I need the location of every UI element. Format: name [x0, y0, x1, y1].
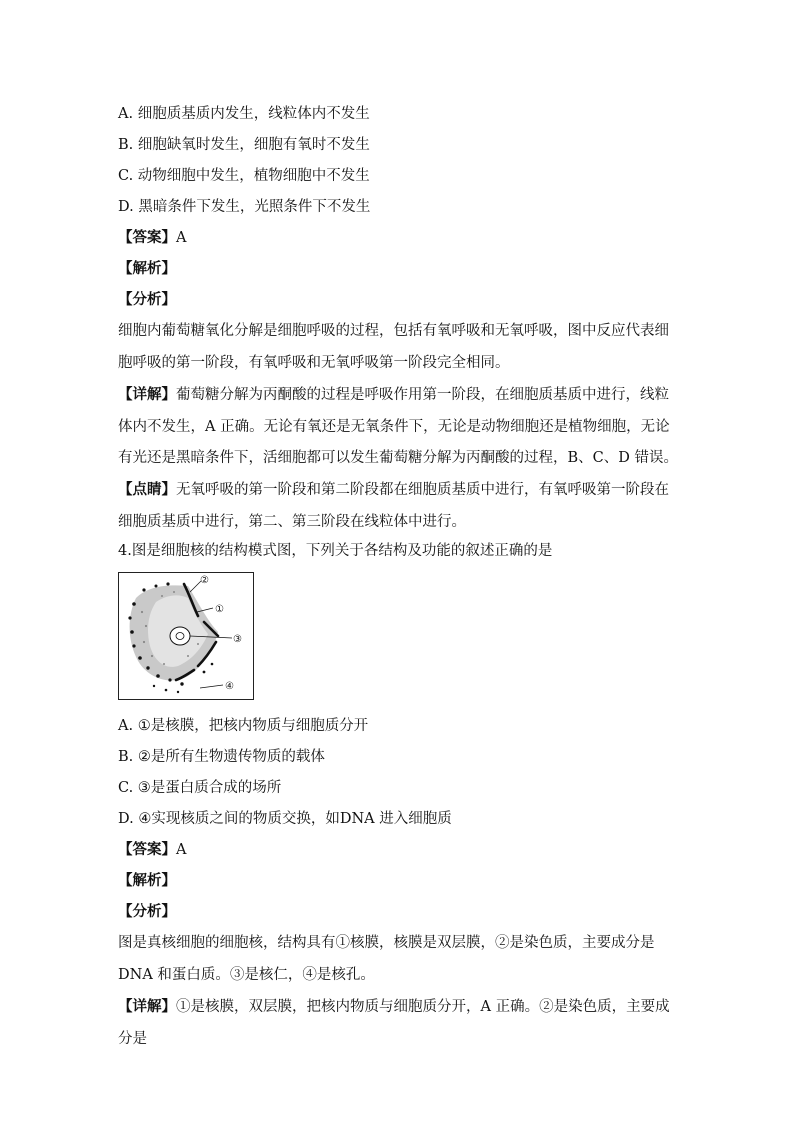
answer-value: A [176, 230, 187, 246]
q3-fenxi-text: 细胞内葡萄糖氧化分解是细胞呼吸的过程，包括有氧呼吸和无氧呼吸，图中反应代表细胞呼吸的第一阶段，有氧呼吸和无氧呼吸第一阶段完全相同。 [118, 323, 669, 371]
q4-detail [118, 991, 680, 1055]
answer-tag: 【答案】 [118, 841, 176, 858]
nucleus-diagram-svg [118, 572, 254, 700]
label-1: ① [215, 604, 224, 615]
nucleus-diagram [118, 572, 254, 700]
detail-text: 葡萄糖分解为丙酮酸的过程是呼吸作用第一阶段，在细胞质基质中进行，线粒体内不发生，A 正确。无论有氧还是无氧条件下，无论是动物细胞还是植物细胞，无论有光还是黑暗条件下，活细胞都可以发生葡萄糖分解为丙酮酸的过程，B、C、D 错误。 [118, 387, 678, 466]
q4-stem: 4.图是细胞核的结构模式图，下列关于各结构及功能的叙述正确的是 [118, 543, 553, 559]
q3-answer [118, 228, 186, 248]
detail-text: ①是核膜，双层膜，把核内物质与细胞质分开，A 正确。②是染色质，主要成分是 [118, 999, 670, 1047]
detail-tag: 【详解】 [118, 998, 176, 1015]
q4-option-d: D. ④实现核质之间的物质交换，如DNA 进入细胞质 [118, 811, 452, 827]
answer-tag: 【答案】 [118, 229, 176, 246]
label-2: ② [200, 575, 209, 586]
label-3: ③ [233, 634, 242, 645]
q4-option-c: C. ③是蛋白质合成的场所 [118, 780, 282, 796]
q3-option-d: D. 黑暗条件下发生，光照条件下不发生 [118, 199, 371, 215]
q4-option-b: B. ②是所有生物遗传物质的载体 [118, 749, 325, 765]
q3-fenxi-tag: 【分析】 [118, 291, 176, 308]
nucleolus [170, 627, 190, 645]
q3-option-a: A. 细胞质基质内发生，线粒体内不发生 [118, 106, 370, 122]
detail-tag: 【详解】 [118, 386, 176, 403]
q3-dianjing [118, 474, 680, 538]
q3-analysis-tag: 【解析】 [118, 260, 176, 277]
q4-analysis-tag: 【解析】 [118, 872, 176, 889]
q3-option-c: C. 动物细胞中发生，植物细胞中不发生 [118, 168, 370, 184]
q3-detail [118, 379, 680, 475]
dianjing-tag: 【点睛】 [118, 481, 176, 498]
dianjing-text: 无氧呼吸的第一阶段和第二阶段都在细胞质基质中进行，有氧呼吸第一阶段在细胞质基质中进行，第二、第三阶段在线粒体中进行。 [118, 482, 669, 530]
q4-option-a: A. ①是核膜，把核内物质与细胞质分开 [118, 718, 369, 734]
label-4: ④ [225, 681, 234, 692]
q4-fenxi-text: 图是真核细胞的细胞核，结构具有①核膜，核膜是双层膜，②是染色质，主要成分是 DNA 和蛋白质。③是核仁，④是核孔。 [118, 935, 655, 983]
q4-fenxi-tag: 【分析】 [118, 903, 176, 920]
answer-value: A [176, 842, 187, 858]
q3-option-b: B. 细胞缺氧时发生，细胞有氧时不发生 [118, 137, 370, 153]
q4-answer [118, 840, 186, 860]
